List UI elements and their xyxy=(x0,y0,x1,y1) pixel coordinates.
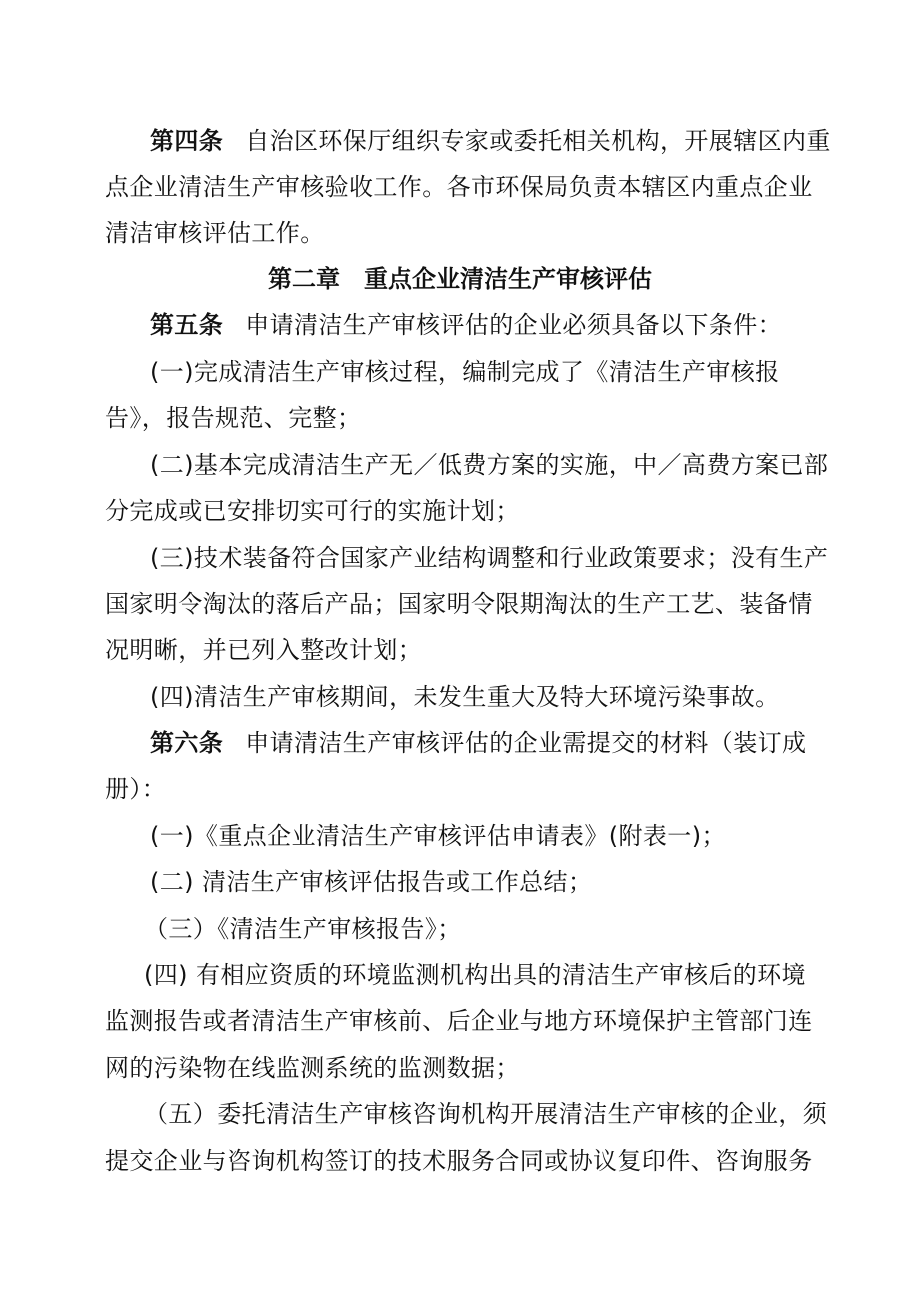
article6-item-line: （五）委托清洁生产审核咨询机构开展清洁生产审核的企业，须 xyxy=(144,1100,828,1128)
article6-item-line: (二) 清洁生产审核评估报告或工作总结； xyxy=(150,868,593,896)
article6-item-line: (四) 有相应资质的环境监测机构出具的清洁生产审核后的环境 xyxy=(144,961,806,989)
chapter-heading: 第二章 重点企业清洁生产审核评估 xyxy=(268,265,652,293)
article6-first-line xyxy=(150,720,806,766)
article4-text-line: 清洁审核评估工作。 xyxy=(105,219,325,247)
article5-intro: 申请清洁生产审核评估的企业必须具备以下条件： xyxy=(245,311,783,339)
article5-label: 第五条 xyxy=(150,311,224,339)
article6-item-line: 网的污染物在线监测系统的监测数据； xyxy=(105,1054,520,1082)
article5-item-line: (二)基本完成清洁生产无／低费方案的实施，中／高费方案已部 xyxy=(150,451,829,479)
article5-item-line: (一)完成清洁生产审核过程，编制完成了《清洁生产审核报 xyxy=(150,358,780,386)
article6-item-line: （三）《清洁生产审核报告》； xyxy=(144,915,462,943)
article4-text-line: 自治区环保厅组织专家或委托相关机构，开展辖区内重 xyxy=(245,127,831,155)
article6-item-line: 册）： xyxy=(105,775,167,803)
article5-item-line: (四)清洁生产审核期间，未发生重大及特大环境污染事故。 xyxy=(150,683,780,711)
article6-intro: 申请清洁生产审核评估的企业需提交的材料（装订成 xyxy=(245,729,807,757)
article6-item-line: (一)《重点企业清洁生产审核评估申请表》(附表一)； xyxy=(150,822,726,850)
article5-item-line: 分完成或已安排切实可行的实施计划； xyxy=(105,497,520,525)
article4-first-line xyxy=(150,118,831,164)
article4-text-line: 点企业清洁生产审核验收工作。各市环保局负责本辖区内重点企业 xyxy=(105,173,813,201)
article5-item-line: 国家明令淘汰的落后产品；国家明令限期淘汰的生产工艺、装备情 xyxy=(105,590,813,618)
article4-label: 第四条 xyxy=(150,127,224,155)
article5-first-line xyxy=(150,302,782,348)
article6-item-line: 监测报告或者清洁生产审核前、后企业与地方环境保护主管部门连 xyxy=(105,1007,813,1035)
article5-item-line: 告》，报告规范、完整； xyxy=(105,404,362,432)
article6-label: 第六条 xyxy=(150,729,224,757)
article6-item-line: 提交企业与咨询机构签订的技术服务合同或协议复印件、咨询服务 xyxy=(105,1147,813,1175)
article5-item-line: (三)技术装备符合国家产业结构调整和行业政策要求；没有生产 xyxy=(150,544,829,572)
article5-item-line: 况明晰，并已列入整改计划； xyxy=(105,636,423,664)
